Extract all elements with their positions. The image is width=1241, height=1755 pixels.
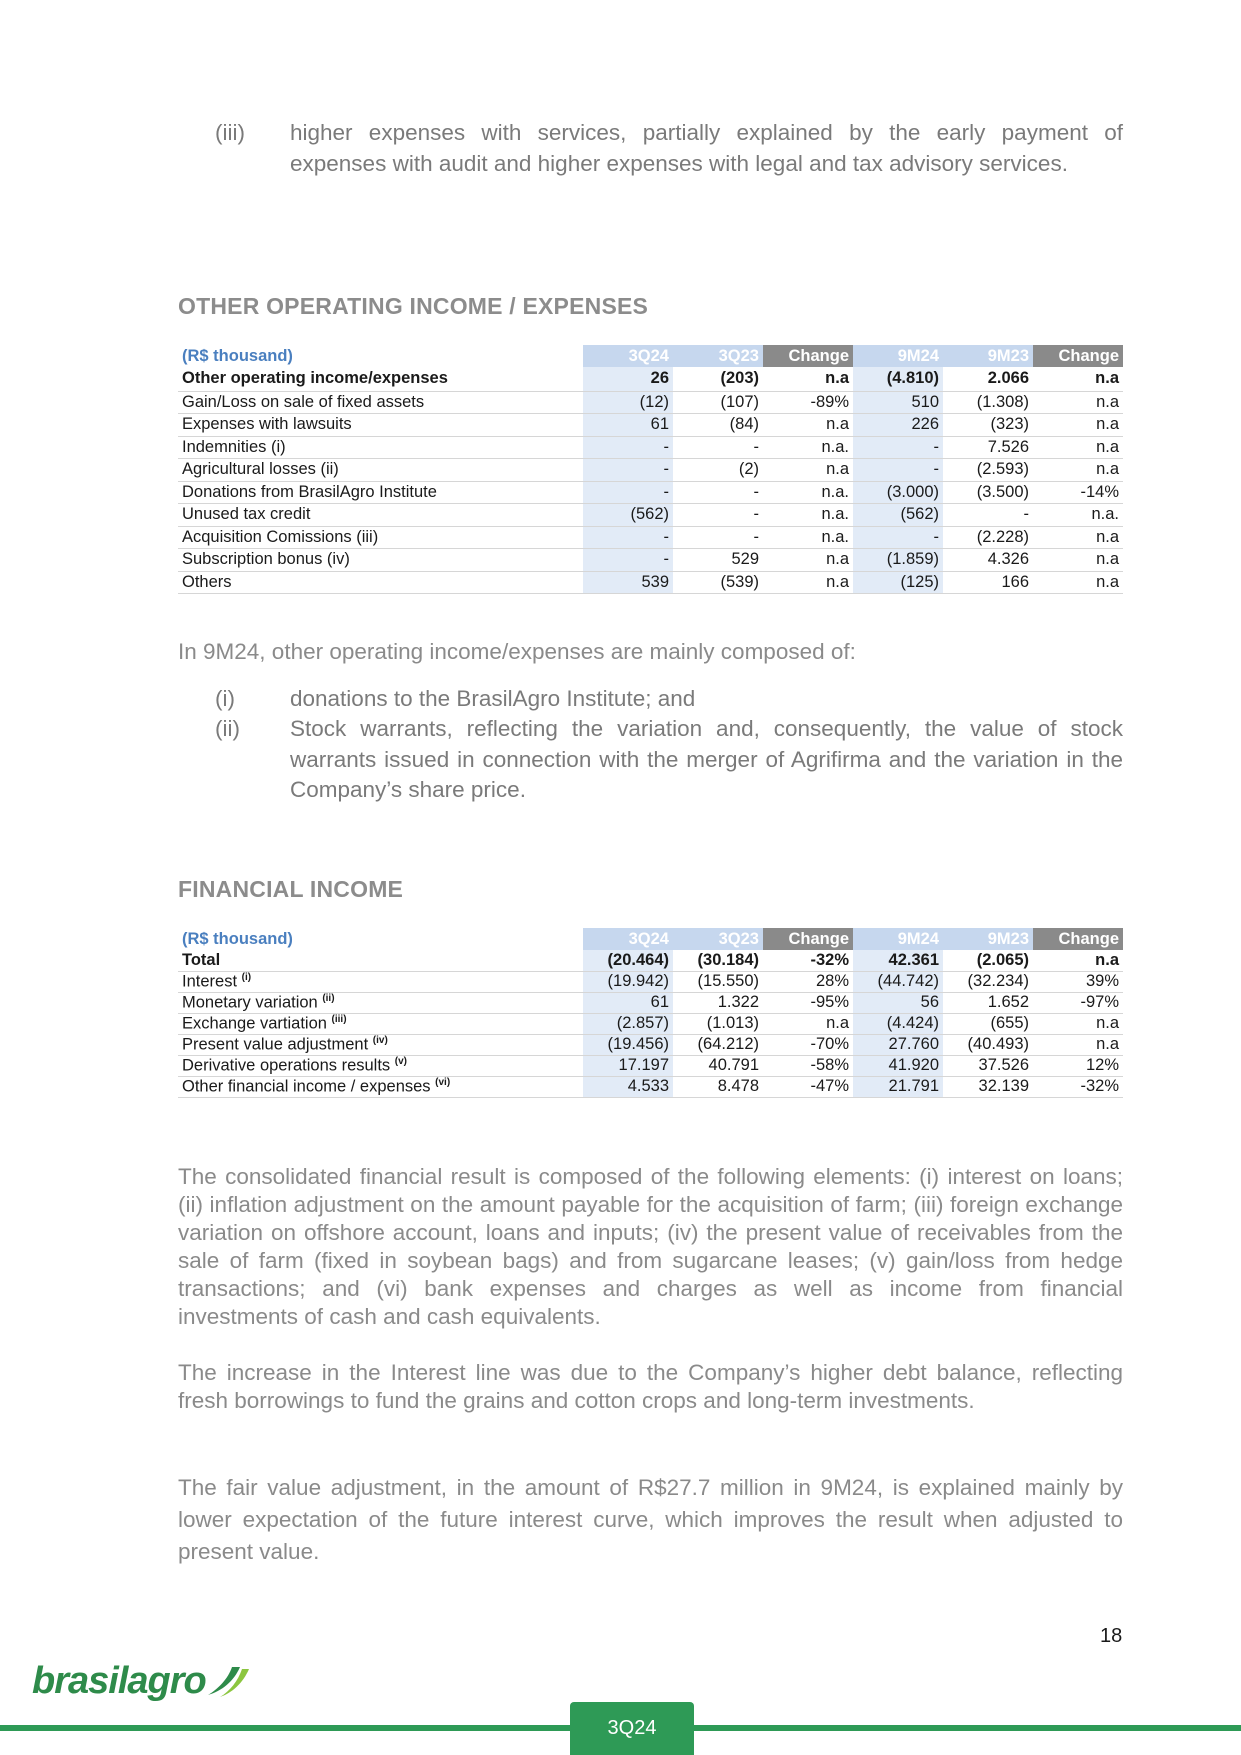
row-value: n.a [1033,950,1123,971]
table-row [178,504,1123,527]
table-row [178,481,1123,504]
col-header: 9M24 [853,345,943,367]
row-value: -89% [763,391,853,414]
financial-result-paragraph: The consolidated financial result is composed of the following elements: (i) interest on loans; (ii) inflation adjustment on the amount payable for the acquisition of farm; (iii) foreign exchange variation on offshore account, loans and inputs; (iv) the present value of receivables from the sale of farm (fixed in soybean bags) and from sugarcane leases; (v) gain/loss from hedge transactions; and (vi) bank expenses and charges as well as income from financial investments of cash and cash equivalents. [178,1164,1123,1329]
row-value: - [583,526,673,549]
table-row [178,549,1123,572]
table-header-row [178,928,1123,950]
row-value: 37.526 [943,1055,1033,1076]
row-value: n.a [1033,1013,1123,1034]
row-value: - [583,436,673,459]
row-value: (20.464) [583,950,673,971]
row-label [178,971,583,992]
row-label: Gain/Loss on sale of fixed assets [178,391,583,414]
table-row [178,992,1123,1013]
row-value: 27.760 [853,1034,943,1055]
table-row [178,436,1123,459]
row-value: (125) [853,571,943,594]
row-label: Subscription bonus (iv) [178,549,583,572]
row-value: n.a [1033,367,1123,391]
row-value: 7.526 [943,436,1033,459]
row-label-text: Interest [182,972,238,991]
page-number: 18 [1100,1625,1123,1647]
col-header: 3Q23 [673,345,763,367]
row-value: (323) [943,414,1033,437]
row-value: n.a. [1033,504,1123,527]
row-label: Unused tax credit [178,504,583,527]
row-value: n.a [1033,391,1123,414]
col-header: 3Q23 [673,928,763,950]
row-value: n.a [763,459,853,482]
table-row [178,1076,1123,1097]
row-label-text: Exchange vartiation [182,1014,327,1033]
item-text: donations to the BrasilAgro Institute; and [290,686,696,711]
row-value: (64.212) [673,1034,763,1055]
row-value: (12) [583,391,673,414]
row-value: - [673,526,763,549]
row-value: n.a [763,571,853,594]
table-header-row [178,345,1123,367]
col-header: 9M23 [943,928,1033,950]
col-header: Change [763,928,853,950]
composition-item [178,714,1123,806]
footnote-marker: (i) [241,971,252,983]
row-value: 12% [1033,1055,1123,1076]
item-number: (i) [215,686,235,711]
row-value: (44.742) [853,971,943,992]
row-value: -32% [1033,1076,1123,1097]
row-value: (84) [673,414,763,437]
footnote-marker: (ii) [322,992,335,1004]
row-value: -47% [763,1076,853,1097]
row-label [178,992,583,1013]
row-label: Agricultural losses (ii) [178,459,583,482]
row-value: 8.478 [673,1076,763,1097]
row-value: (562) [853,504,943,527]
row-value: 226 [853,414,943,437]
table-row [178,414,1123,437]
row-value: n.a. [763,436,853,459]
row-value: n.a [1033,571,1123,594]
row-value: n.a [1033,549,1123,572]
row-value: (1.013) [673,1013,763,1034]
row-value: - [853,436,943,459]
row-value: (2) [673,459,763,482]
row-value: (3.000) [853,481,943,504]
item-text: Stock warrants, reflecting the variation and, consequently, the value of stock warrants issued in connection with the merger of Agrifirma and the variation in the Company’s share price. [290,716,1123,802]
row-value: n.a. [763,481,853,504]
row-value: - [943,504,1033,527]
logo-swoosh-icon [206,1665,250,1699]
unit-label: (R$ thousand) [178,928,583,950]
col-header: 9M23 [943,345,1033,367]
row-label-text: Total [182,950,221,969]
period-tab: 3Q24 [570,1702,694,1755]
table-row [178,1034,1123,1055]
row-value: (1.308) [943,391,1033,414]
row-value: (562) [583,504,673,527]
row-label [178,1013,583,1034]
row-value: (107) [673,391,763,414]
table-row [178,391,1123,414]
footnote-marker: (iv) [372,1034,388,1046]
row-label: Others [178,571,583,594]
row-value: n.a [763,367,853,391]
row-value: n.a [763,414,853,437]
row-value: - [673,504,763,527]
row-value: 42.361 [853,950,943,971]
row-value: - [673,481,763,504]
row-value: 39% [1033,971,1123,992]
other-operating-table [178,345,1123,594]
row-value: 61 [583,414,673,437]
row-value: (2.857) [583,1013,673,1034]
table-row [178,971,1123,992]
logo-text: brasilagro [32,1660,206,1702]
row-value: -32% [763,950,853,971]
row-value: -70% [763,1034,853,1055]
row-value: -58% [763,1055,853,1076]
financial-income-heading: FINANCIAL INCOME [178,876,404,902]
row-label [178,1034,583,1055]
row-value: 4.533 [583,1076,673,1097]
other-operating-heading: OTHER OPERATING INCOME / EXPENSES [178,293,649,319]
interest-paragraph: The increase in the Interest line was due to the Company’s higher debt balance, reflecting fresh borrowings to fund the grains and cotton crops and long-term investments. [178,1360,1123,1413]
row-label-text: Other financial income / expenses [182,1077,431,1096]
row-value: 41.920 [853,1055,943,1076]
row-value: 26 [583,367,673,391]
row-value: (30.184) [673,950,763,971]
row-value: 2.066 [943,367,1033,391]
table-row [178,459,1123,482]
row-value: (1.859) [853,549,943,572]
row-value: - [583,459,673,482]
row-value: n.a [1033,436,1123,459]
item-number: (iii) [215,120,245,145]
row-value: - [583,549,673,572]
footnote-marker: (iii) [331,1013,347,1025]
table-row [178,571,1123,594]
row-value: n.a [763,1013,853,1034]
row-label [178,950,583,971]
row-value: 539 [583,571,673,594]
item-number: (ii) [215,716,240,741]
col-header: 3Q24 [583,345,673,367]
table-row [178,526,1123,549]
row-value: n.a [763,549,853,572]
table-row [178,950,1123,971]
row-value: 17.197 [583,1055,673,1076]
row-value: n.a. [763,526,853,549]
table-row [178,367,1123,391]
fair-value-paragraph: The fair value adjustment, in the amount of R$27.7 million in 9M24, is explained mainly by lower expectation of the future interest curve, which improves the result when adjusted to present value. [178,1475,1123,1564]
row-value: n.a [1033,414,1123,437]
row-value: 28% [763,971,853,992]
footnote-marker: (vi) [435,1076,451,1088]
row-value: 510 [853,391,943,414]
row-value: -95% [763,992,853,1013]
row-value: 166 [943,571,1033,594]
row-value: 4.326 [943,549,1033,572]
row-label: Expenses with lawsuits [178,414,583,437]
row-value: 32.139 [943,1076,1033,1097]
row-value: (2.065) [943,950,1033,971]
unit-label: (R$ thousand) [178,345,583,367]
row-value: n.a. [763,504,853,527]
row-value: (655) [943,1013,1033,1034]
row-value: 61 [583,992,673,1013]
row-value: (40.493) [943,1034,1033,1055]
row-value: - [853,526,943,549]
row-value: 56 [853,992,943,1013]
row-value: (4.810) [853,367,943,391]
row-value: 529 [673,549,763,572]
row-value: (539) [673,571,763,594]
row-value: n.a [1033,1034,1123,1055]
row-value: 1.322 [673,992,763,1013]
row-value: n.a [1033,526,1123,549]
footnote-marker: (v) [394,1055,408,1067]
row-value: (2.593) [943,459,1033,482]
row-value: - [853,459,943,482]
row-value: (3.500) [943,481,1033,504]
row-value: - [673,436,763,459]
row-value: (32.234) [943,971,1033,992]
services-expense-item [178,118,1123,179]
row-value: (15.550) [673,971,763,992]
col-header: 3Q24 [583,928,673,950]
row-label-text: Present value adjustment [182,1035,369,1054]
row-label: Donations from BrasilAgro Institute [178,481,583,504]
financial-income-table [178,928,1123,1098]
col-header: Change [1033,345,1123,367]
row-label [178,1076,583,1097]
col-header: 9M24 [853,928,943,950]
row-value: (203) [673,367,763,391]
row-value: -97% [1033,992,1123,1013]
col-header: Change [763,345,853,367]
row-value: (2.228) [943,526,1033,549]
table-row [178,1013,1123,1034]
row-value: n.a [1033,459,1123,482]
col-header: Change [1033,928,1123,950]
row-label-text: Derivative operations results [182,1056,391,1075]
row-label-text: Monetary variation [182,993,318,1012]
brasilagro-logo [32,1660,250,1703]
row-label [178,1055,583,1076]
row-value: (19.456) [583,1034,673,1055]
row-value: (19.942) [583,971,673,992]
row-value: 40.791 [673,1055,763,1076]
row-value: 1.652 [943,992,1033,1013]
row-value: 21.791 [853,1076,943,1097]
row-value: (4.424) [853,1013,943,1034]
row-label: Acquisition Comissions (iii) [178,526,583,549]
row-label: Other operating income/expenses [178,367,583,391]
composition-intro: In 9M24, other operating income/expenses are mainly composed of: [178,639,856,664]
table-row [178,1055,1123,1076]
row-value: -14% [1033,481,1123,504]
row-label: Indemnities (i) [178,436,583,459]
item-text: higher expenses with services, partially explained by the early payment of expenses with audit and higher expenses with legal and tax advisory services. [290,120,1123,176]
row-value: - [583,481,673,504]
composition-item [178,684,1123,715]
